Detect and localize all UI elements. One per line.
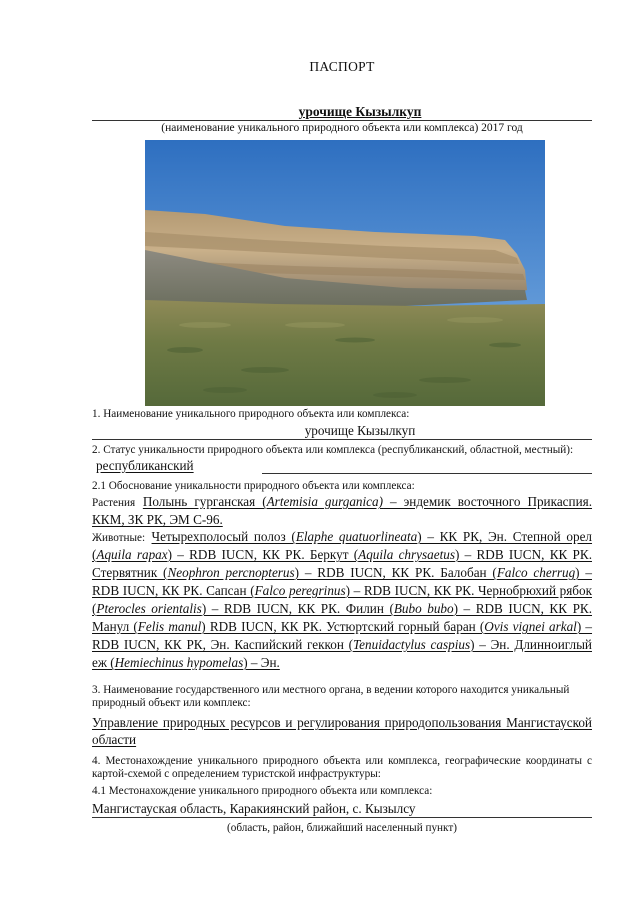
cliff-landscape-image (145, 140, 545, 406)
section-2-1-heading: 2.1 Обоснование уникальности природного объекта или комплекса: (92, 480, 415, 492)
animals-label: Животные: (92, 532, 146, 544)
section-4-1-heading: 4.1 Местонахождение уникального природного объекта или комплекса: (92, 785, 433, 797)
object-name: урочище Кызылкуп (298, 104, 422, 119)
plants-label: Растения (92, 497, 136, 509)
section-4-1-value-line (92, 800, 592, 818)
section-2-value-line (262, 473, 592, 474)
section-4-heading: 4. Местонахождение уникального природного объекта или комплекса, географические координаты с картой-схемой с определением туристской инфраструктуры: (92, 755, 592, 780)
section-4-1-value: Мангистауская область, Каракиянский район, с. Кызылсу (92, 801, 416, 816)
section-2-heading-text: 2. Статус уникальности природного объекта или комплекса (республиканский, областной, местный): (92, 444, 574, 456)
section-3-heading: 3. Наименование государственного или местного органа, в ведении которого находится уникальный природный объект или комплекс: (92, 684, 570, 709)
document-title: ПАСПОРТ (309, 59, 375, 74)
landscape-photo (145, 140, 545, 406)
object-name-line (92, 104, 592, 121)
animals-text: Четырехполосый полоз (Elaphe quatuorlineata) – КК РК, Эн. Степной орел (Aquila rapax) – RDB IUCN, КК РК. Беркут (Aquila chrysaetus) – RDB IUCN, КК РК. Стервятник (Neophron percnopterus) – RDB IUCN, КК РК. Балобан (Falco cherrug) – RDB IUCN, КК РК. Сапсан (Falco peregrinus) – RDB IUCN, КК РК. Чернобрюхий рябок (Pterocles orientalis) – RDB IUCN, КК РК. Филин (Bubo bubo) – RDB IUCN, КК РК. Манул (Felis manul) RDB IUCN, КК РК. Устюртский горный баран (Ovis vignei arkal) – RDB IUCN, КК РК, Эн. Каспийский геккон (Tenuidactylus caspius) – Эн. Длинноиглый еж (Hemiechinus hypomelas) – Эн. (92, 529, 593, 670)
section-1-value: урочище Кызылкуп (304, 423, 416, 438)
section-3-value: Управление природных ресурсов и регулирования природопользования Мангистауской области (92, 715, 592, 747)
section-2-value: республиканский (96, 458, 194, 473)
object-name-caption: (наименование уникального природного объекта или комплекса) 2017 год (161, 122, 523, 134)
section-4-1-caption: (область, район, ближайший населенный пункт) (227, 822, 457, 834)
plants-text: Полынь гурганская (Artemisia gurganica) – эндемик восточного Прикаспия. ККМ, ЗК РК, ЭМ С-96. (92, 494, 593, 527)
section-1-heading: 1. Наименование уникального природного объекта или комплекса: (92, 408, 410, 420)
animals-paragraph (92, 528, 592, 672)
section-2-heading (92, 444, 592, 474)
plants-paragraph (92, 493, 592, 529)
section-1-value-line (92, 423, 592, 440)
